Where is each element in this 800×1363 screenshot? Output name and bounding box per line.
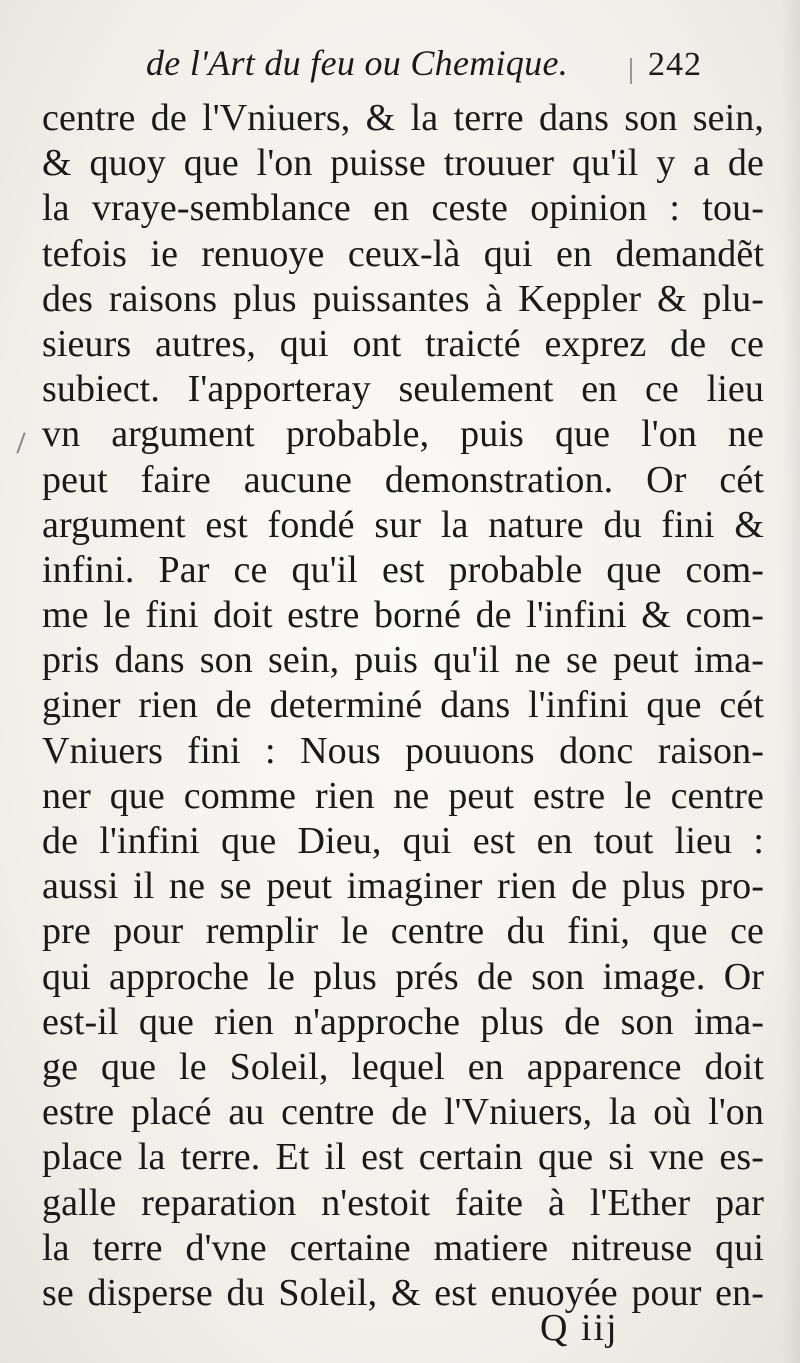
body-text xyxy=(42,96,764,1316)
text-line: galle reparation n'estoit faite à l'Ether par xyxy=(42,1181,764,1224)
text-line: ner que comme rien ne peut estre le centre xyxy=(42,774,764,817)
text-line: vn argument probable, puis que l'on ne xyxy=(42,413,764,456)
text-line: Vniuers fini : Nous pouuons donc raison- xyxy=(42,729,764,772)
text-line: & quoy que l'on puisse trouuer qu'il y a de xyxy=(42,142,764,185)
text-line: pris dans son sein, puis qu'il ne se peut ima- xyxy=(42,639,764,682)
text-line: ge que le Soleil, lequel en apparence doit xyxy=(42,1045,764,1088)
text-line: sieurs autres, qui ont traicté exprez de ce xyxy=(42,322,764,365)
signature-mark: Q iij xyxy=(540,1307,619,1349)
text-line: qui approche le plus prés de son image. Or xyxy=(42,955,764,998)
text-line: subiect. I'apporteray seulement en ce lieu xyxy=(42,368,764,411)
text-line: giner rien de determiné dans l'infini que cét xyxy=(42,684,764,727)
text-line: pre pour remplir le centre du fini, que ce xyxy=(42,910,764,953)
text-line: la vraye-semblance en ceste opinion : tou- xyxy=(42,187,764,230)
text-line: infini. Par ce qu'il est probable que com- xyxy=(42,548,764,591)
text-line: aussi il ne se peut imaginer rien de plus pro- xyxy=(42,865,764,908)
text-line: me le fini doit estre borné de l'infini & com- xyxy=(42,594,764,637)
page-edge-shadow xyxy=(782,0,800,1363)
text-line: place la terre. Et il est certain que si vne es- xyxy=(42,1136,764,1179)
text-line: la terre d'vne certaine matiere nitreuse qui xyxy=(42,1226,764,1269)
page-number: 242 xyxy=(648,46,702,83)
text-line: tefois ie renuoye ceux-là qui en demandẽt xyxy=(42,232,764,275)
text-line: estre placé au centre de l'Vniuers, la où l'on xyxy=(42,1091,764,1134)
text-line: est-il que rien n'approche plus de son ima- xyxy=(42,1000,764,1043)
text-line: se disperse du Soleil, & est enuoyée pour en- xyxy=(42,1271,764,1314)
running-title: de l'Art du feu ou Chemique. xyxy=(146,43,569,83)
text-line: de l'infini que Dieu, qui est en tout lieu : xyxy=(42,820,764,862)
text-line: peut faire aucune demonstration. Or cét xyxy=(42,458,764,501)
text-line: centre de l'Vniuers, & la terre dans son sein, xyxy=(42,97,764,139)
text-line: argument est fondé sur la nature du fini & xyxy=(42,503,764,546)
text-line: des raisons plus puissantes à Keppler & plu- xyxy=(42,277,764,320)
margin-mark xyxy=(16,432,25,453)
folio-mark xyxy=(630,58,632,84)
